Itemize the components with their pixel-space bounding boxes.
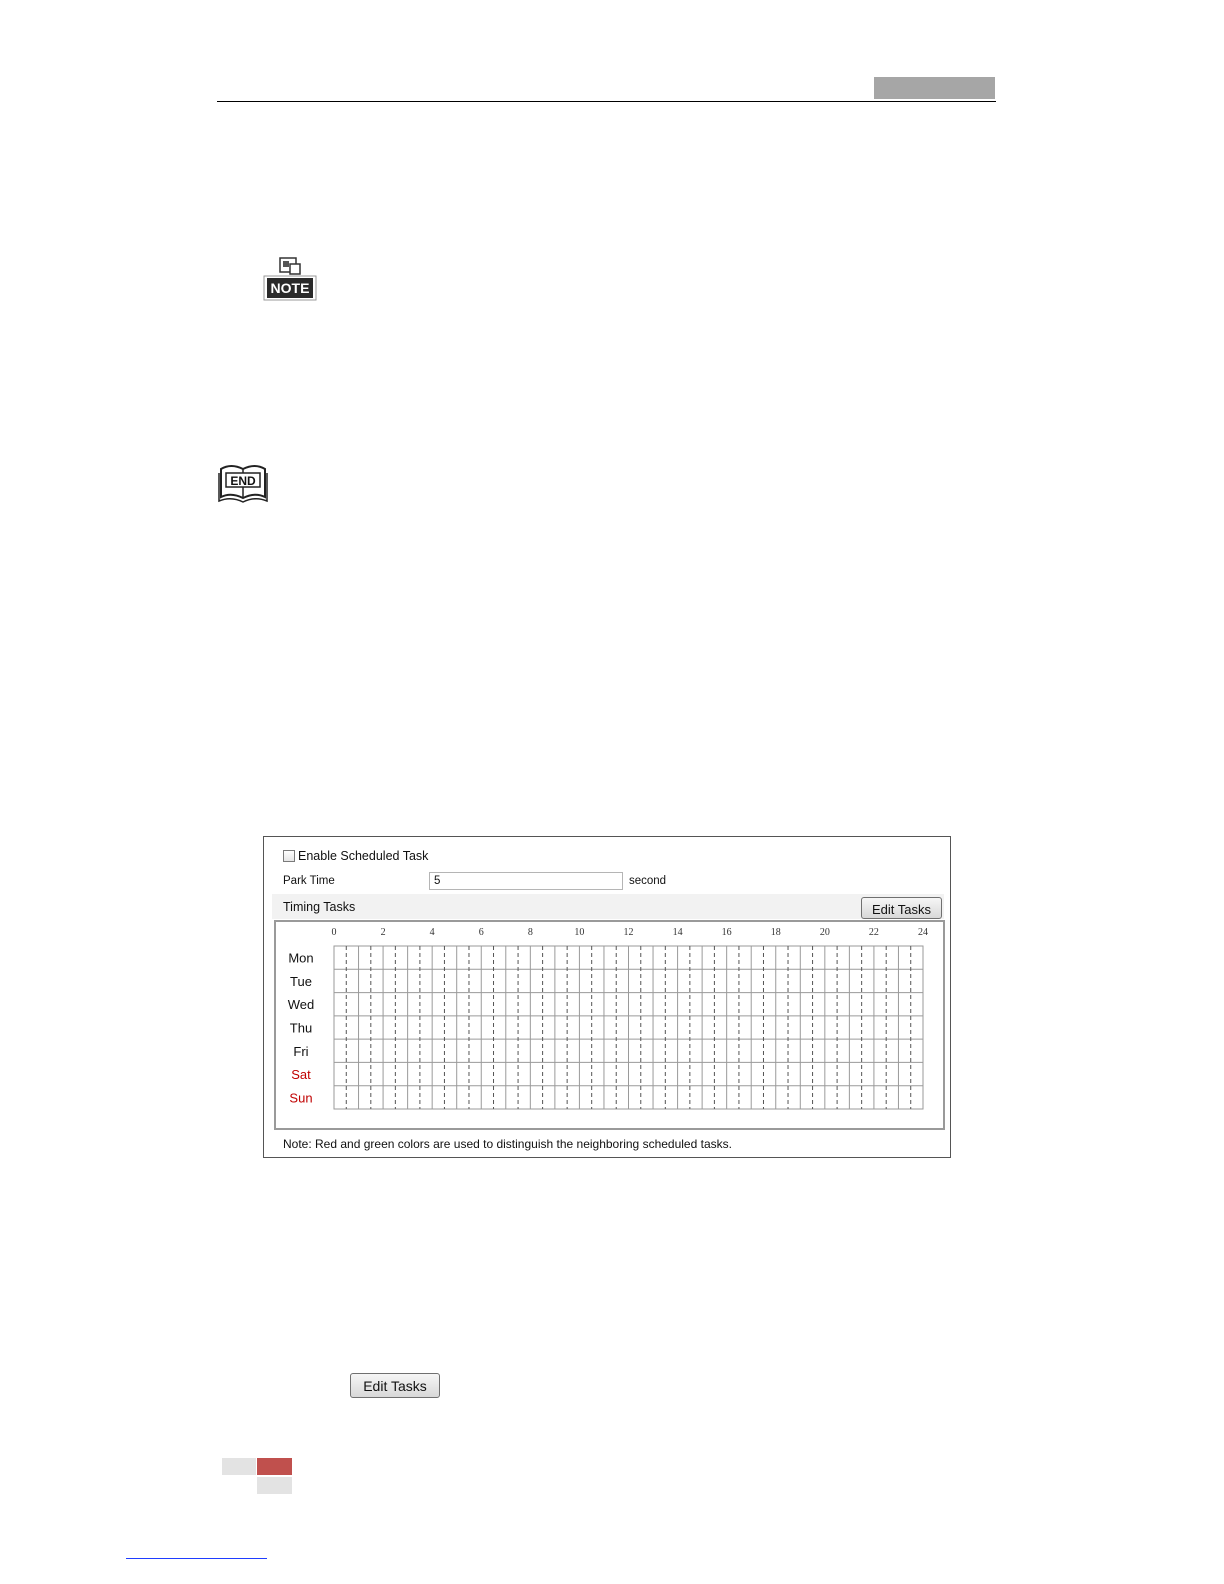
enable-scheduled-task-checkbox[interactable] — [283, 850, 295, 862]
hour-label: 4 — [429, 927, 435, 938]
day-label: Sun — [289, 1090, 313, 1106]
timing-tasks-bar — [272, 894, 944, 919]
park-time-unit: second — [629, 875, 667, 887]
hour-label: 20 — [819, 927, 830, 938]
day-label: Fri — [293, 1043, 309, 1059]
hour-label: 6 — [478, 927, 484, 938]
footer-block-accent — [257, 1458, 292, 1475]
footer-block-gray — [222, 1458, 256, 1475]
edit-tasks-button[interactable]: Edit Tasks — [861, 897, 942, 919]
timing-tasks-title: Timing Tasks — [283, 900, 356, 914]
header-rule — [217, 101, 996, 102]
day-label: Wed — [287, 997, 315, 1013]
footer-link-underline — [126, 1558, 267, 1559]
day-label: Sat — [291, 1067, 311, 1083]
hour-label: 10 — [574, 927, 585, 938]
enable-scheduled-task-row[interactable] — [283, 849, 428, 863]
day-label: Mon — [288, 950, 314, 966]
hour-label: 24 — [918, 927, 928, 938]
hour-label: 8 — [527, 927, 533, 938]
footer-block-gray-lower — [257, 1477, 292, 1494]
enable-scheduled-task-label: Enable Scheduled Task — [298, 849, 429, 863]
note-icon — [262, 256, 318, 302]
end-icon — [217, 461, 269, 503]
hour-label: 18 — [770, 927, 781, 938]
svg-text:NOTE: NOTE — [270, 280, 310, 296]
hour-label: 14 — [672, 927, 683, 938]
day-label: Thu — [289, 1020, 313, 1036]
edit-tasks-inline-button[interactable]: Edit Tasks — [350, 1373, 440, 1398]
park-time-input[interactable]: 5 — [429, 872, 623, 890]
schedule-note: Note: Red and green colors are used to distinguish the neighboring scheduled tasks. — [283, 1137, 732, 1151]
hour-label: 12 — [623, 927, 634, 938]
scheduled-task-panel — [263, 836, 951, 1158]
park-time-label: Park Time — [283, 875, 335, 887]
schedule-grid-svg[interactable] — [276, 922, 943, 1128]
hour-label: 2 — [380, 927, 386, 938]
header-tab — [874, 77, 995, 99]
hour-label: 16 — [721, 927, 732, 938]
hour-label: 22 — [868, 927, 879, 938]
hour-label: 0 — [331, 927, 337, 938]
day-label: Tue — [290, 973, 312, 989]
svg-text:END: END — [230, 474, 256, 488]
schedule-grid[interactable] — [274, 920, 945, 1130]
